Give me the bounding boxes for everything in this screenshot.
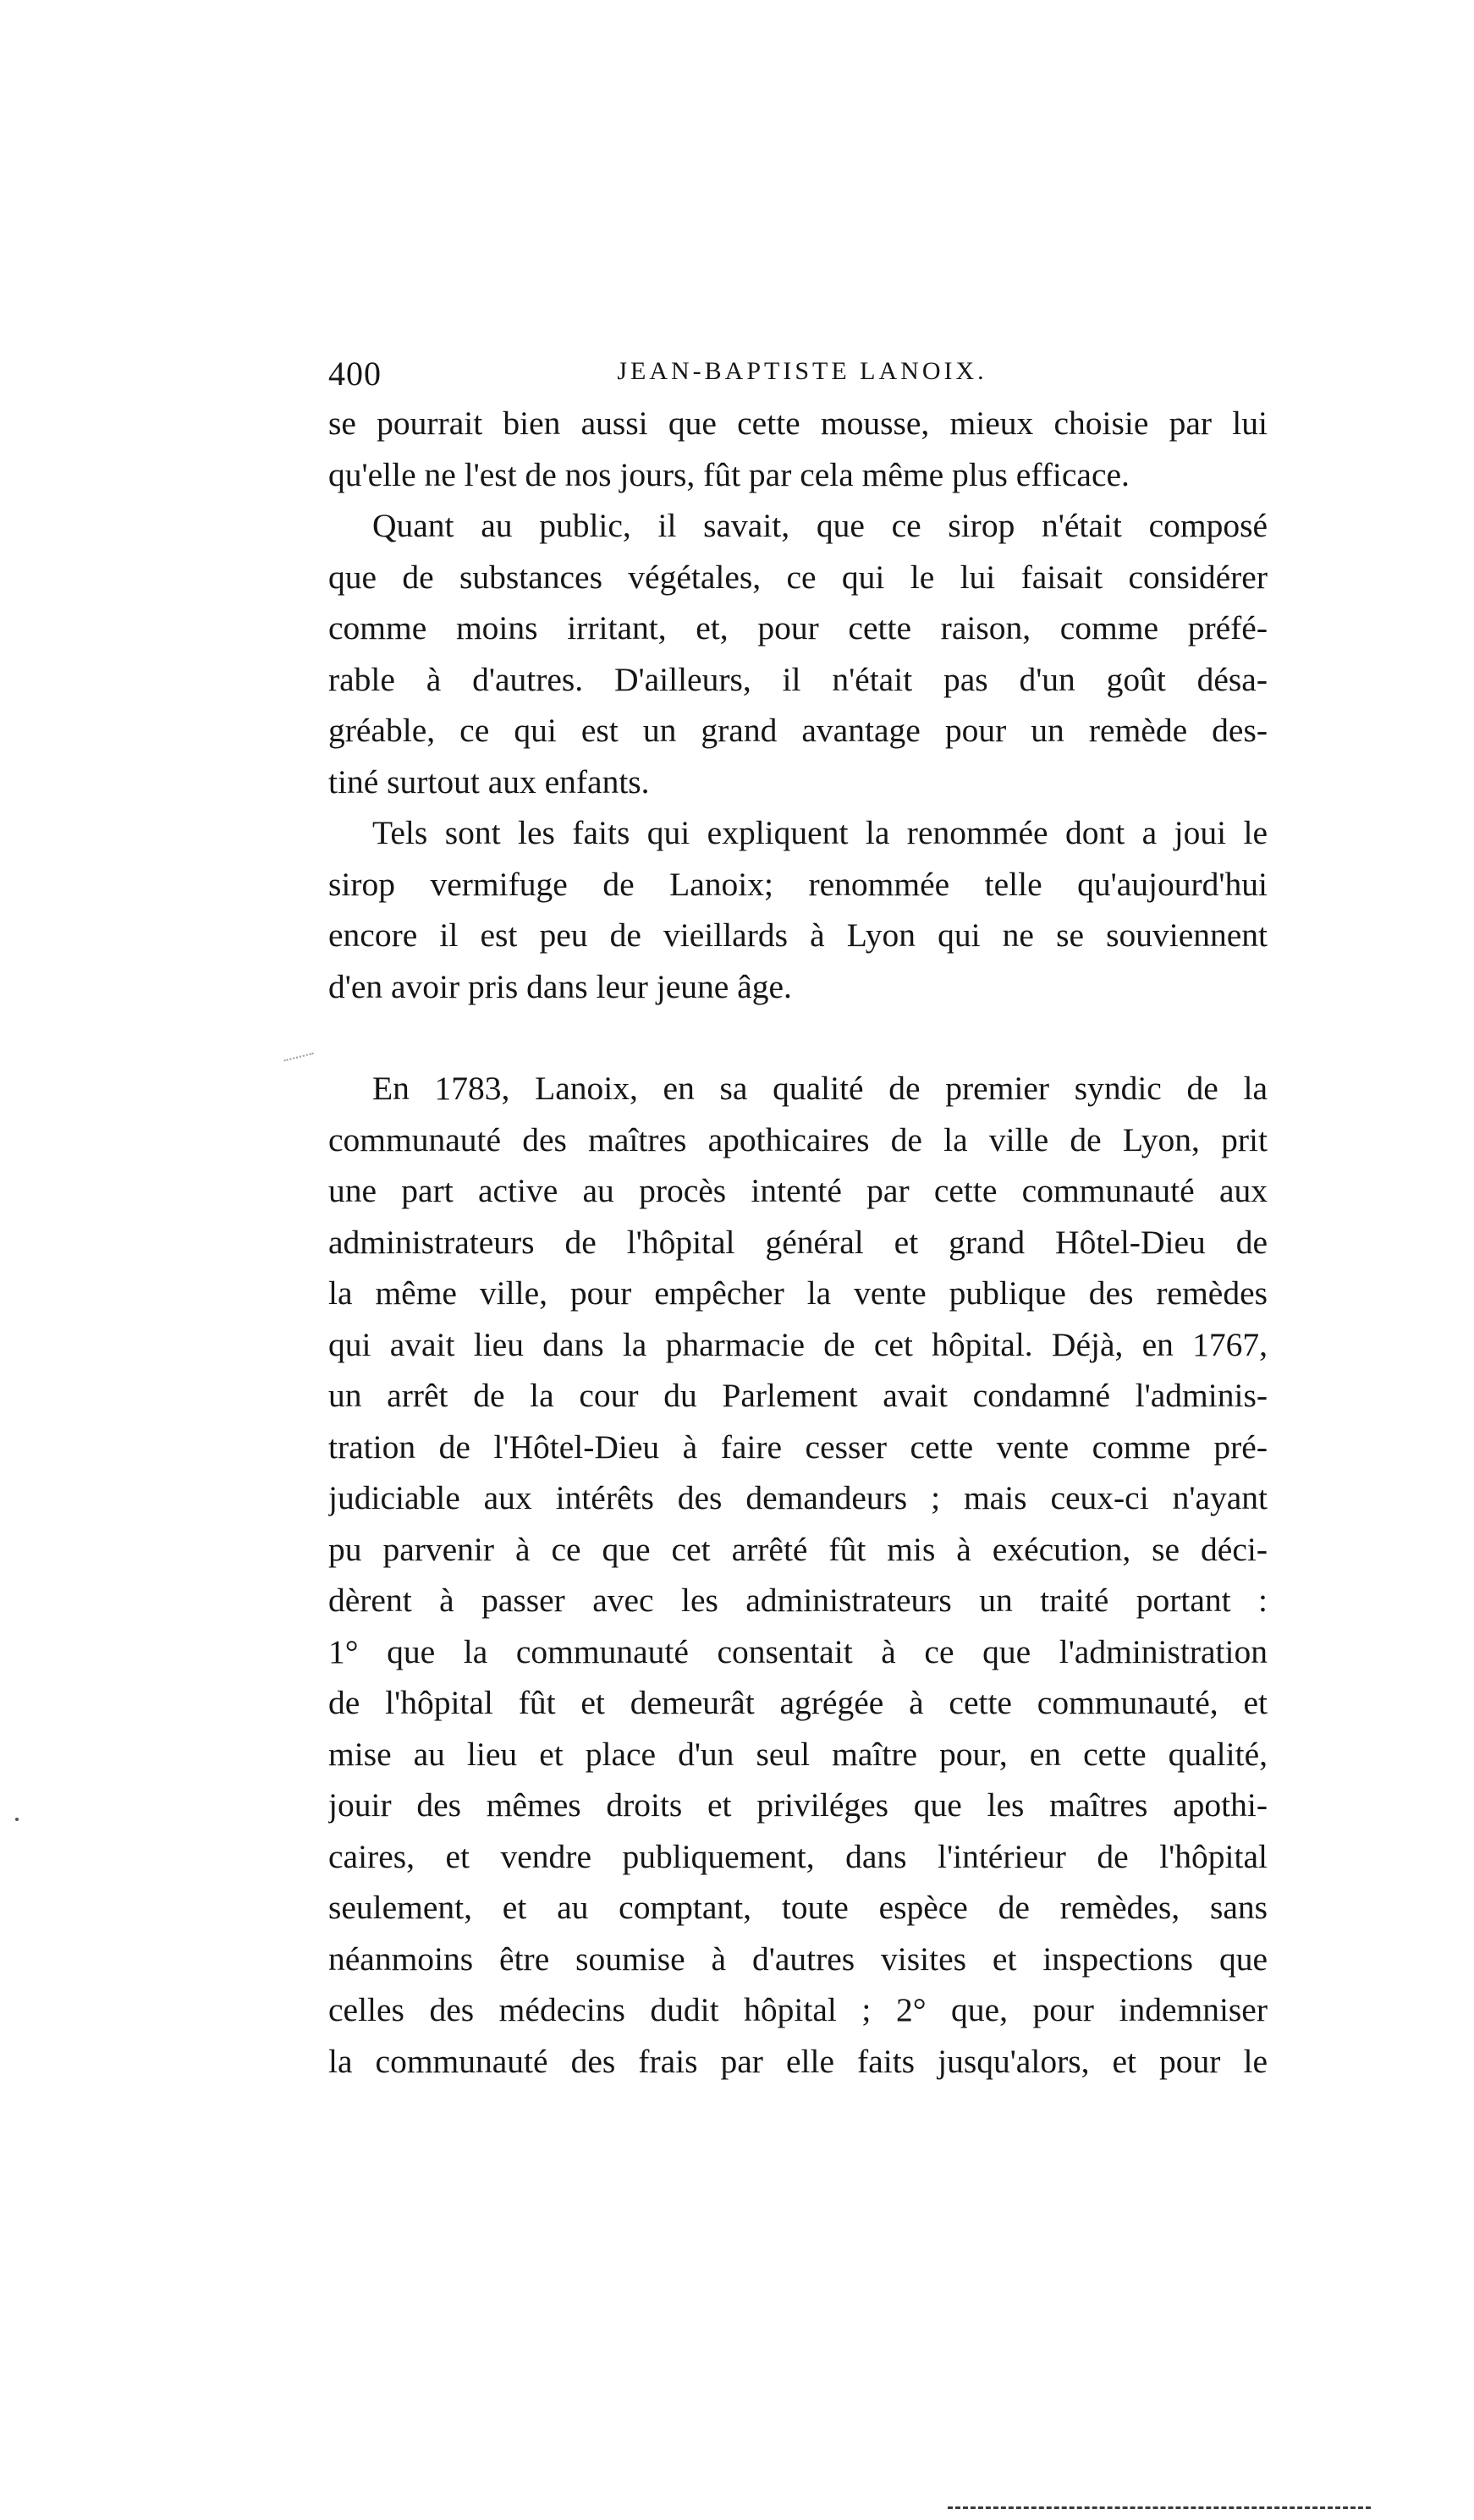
scan-speck bbox=[15, 1818, 19, 1821]
text-line: Quant au public, il savait, que ce sirop n'était composé bbox=[372, 507, 1268, 544]
body-text bbox=[328, 398, 1268, 2087]
text-line: celles des médecins dudit hôpital ; 2° que, pour indemniser bbox=[328, 1991, 1268, 2028]
paragraph bbox=[328, 500, 1268, 807]
text-line: administrateurs de l'hôpital général et grand Hôtel-Dieu de bbox=[328, 1223, 1268, 1261]
page-header bbox=[328, 354, 1276, 404]
text-line: sirop vermifuge de Lanoix; renommée telle qu'aujourd'hui bbox=[328, 865, 1268, 903]
text-line: Tels sont les faits qui expliquent la renommée dont a joui le bbox=[372, 814, 1268, 851]
page-number: 400 bbox=[328, 355, 382, 393]
text-line: mise au lieu et place d'un seul maître pour, en cette qualité, bbox=[328, 1735, 1268, 1773]
text-line: un arrêt de la cour du Parlement avait condamné l'adminis- bbox=[328, 1377, 1268, 1414]
text-line: jouir des mêmes droits et priviléges que les maîtres apothi- bbox=[328, 1786, 1268, 1824]
text-line: En 1783, Lanoix, en sa qualité de premier syndic de la bbox=[372, 1070, 1268, 1107]
scan-edge-marks bbox=[948, 2506, 1371, 2512]
text-line: se pourrait bien aussi que cette mousse, mieux choisie par lui bbox=[328, 404, 1268, 442]
text-line: rable à d'autres. D'ailleurs, il n'était pas d'un goût désa- bbox=[328, 660, 1268, 698]
text-line: d'en avoir pris dans leur jeune âge. bbox=[328, 967, 792, 1005]
text-line: une part active au procès intenté par cette communauté aux bbox=[328, 1172, 1268, 1209]
text-line: comme moins irritant, et, pour cette raison, comme préfé- bbox=[328, 609, 1268, 647]
text-line: tration de l'Hôtel-Dieu à faire cesser cette vente comme pré- bbox=[328, 1428, 1268, 1466]
running-head: JEAN-BAPTISTE LANOIX. bbox=[617, 357, 987, 385]
text-line: qu'elle ne l'est de nos jours, fût par cela même plus efficace. bbox=[328, 455, 1130, 493]
text-line: pu parvenir à ce que cet arrêté fût mis à exécution, se déci- bbox=[328, 1530, 1268, 1568]
text-line: que de substances végétales, ce qui le lui faisait considérer bbox=[328, 558, 1268, 596]
text-line: néanmoins être soumise à d'autres visites et inspections que bbox=[328, 1940, 1268, 1978]
paragraph bbox=[328, 398, 1268, 500]
text-line: communauté des maîtres apothicaires de la ville de Lyon, prit bbox=[328, 1120, 1268, 1158]
text-line: dèrent à passer avec les administrateurs un traité portant : bbox=[328, 1582, 1268, 1619]
text-line: la même ville, pour empêcher la vente publique des remèdes bbox=[328, 1274, 1268, 1312]
text-line: 1° que la communauté consentait à ce que l'administration bbox=[328, 1632, 1268, 1670]
paragraph-gap bbox=[328, 1012, 1268, 1063]
text-line: tiné surtout aux enfants. bbox=[328, 762, 650, 801]
text-line: la communauté des frais par elle faits jusqu'alors, et pour le bbox=[328, 2042, 1268, 2080]
paragraph bbox=[328, 807, 1268, 1012]
text-line: seulement, et au comptant, toute espèce de remèdes, sans bbox=[328, 1889, 1268, 1926]
text-line: qui avait lieu dans la pharmacie de cet hôpital. Déjà, en 1767, bbox=[328, 1325, 1268, 1363]
text-line: caires, et vendre publiquement, dans l'intérieur de l'hôpital bbox=[328, 1837, 1268, 1875]
text-line: encore il est peu de vieillards à Lyon qui ne se souviennent bbox=[328, 916, 1268, 954]
text-line: de l'hôpital fût et demeurât agrégée à cette communauté, et bbox=[328, 1684, 1268, 1721]
paragraph bbox=[328, 1063, 1268, 2087]
margin-pencil-mark bbox=[283, 1053, 315, 1068]
text-line: judiciable aux intérêts des demandeurs ; mais ceux-ci n'ayant bbox=[328, 1479, 1268, 1516]
text-line: gréable, ce qui est un grand avantage pour un remède des- bbox=[328, 712, 1268, 749]
